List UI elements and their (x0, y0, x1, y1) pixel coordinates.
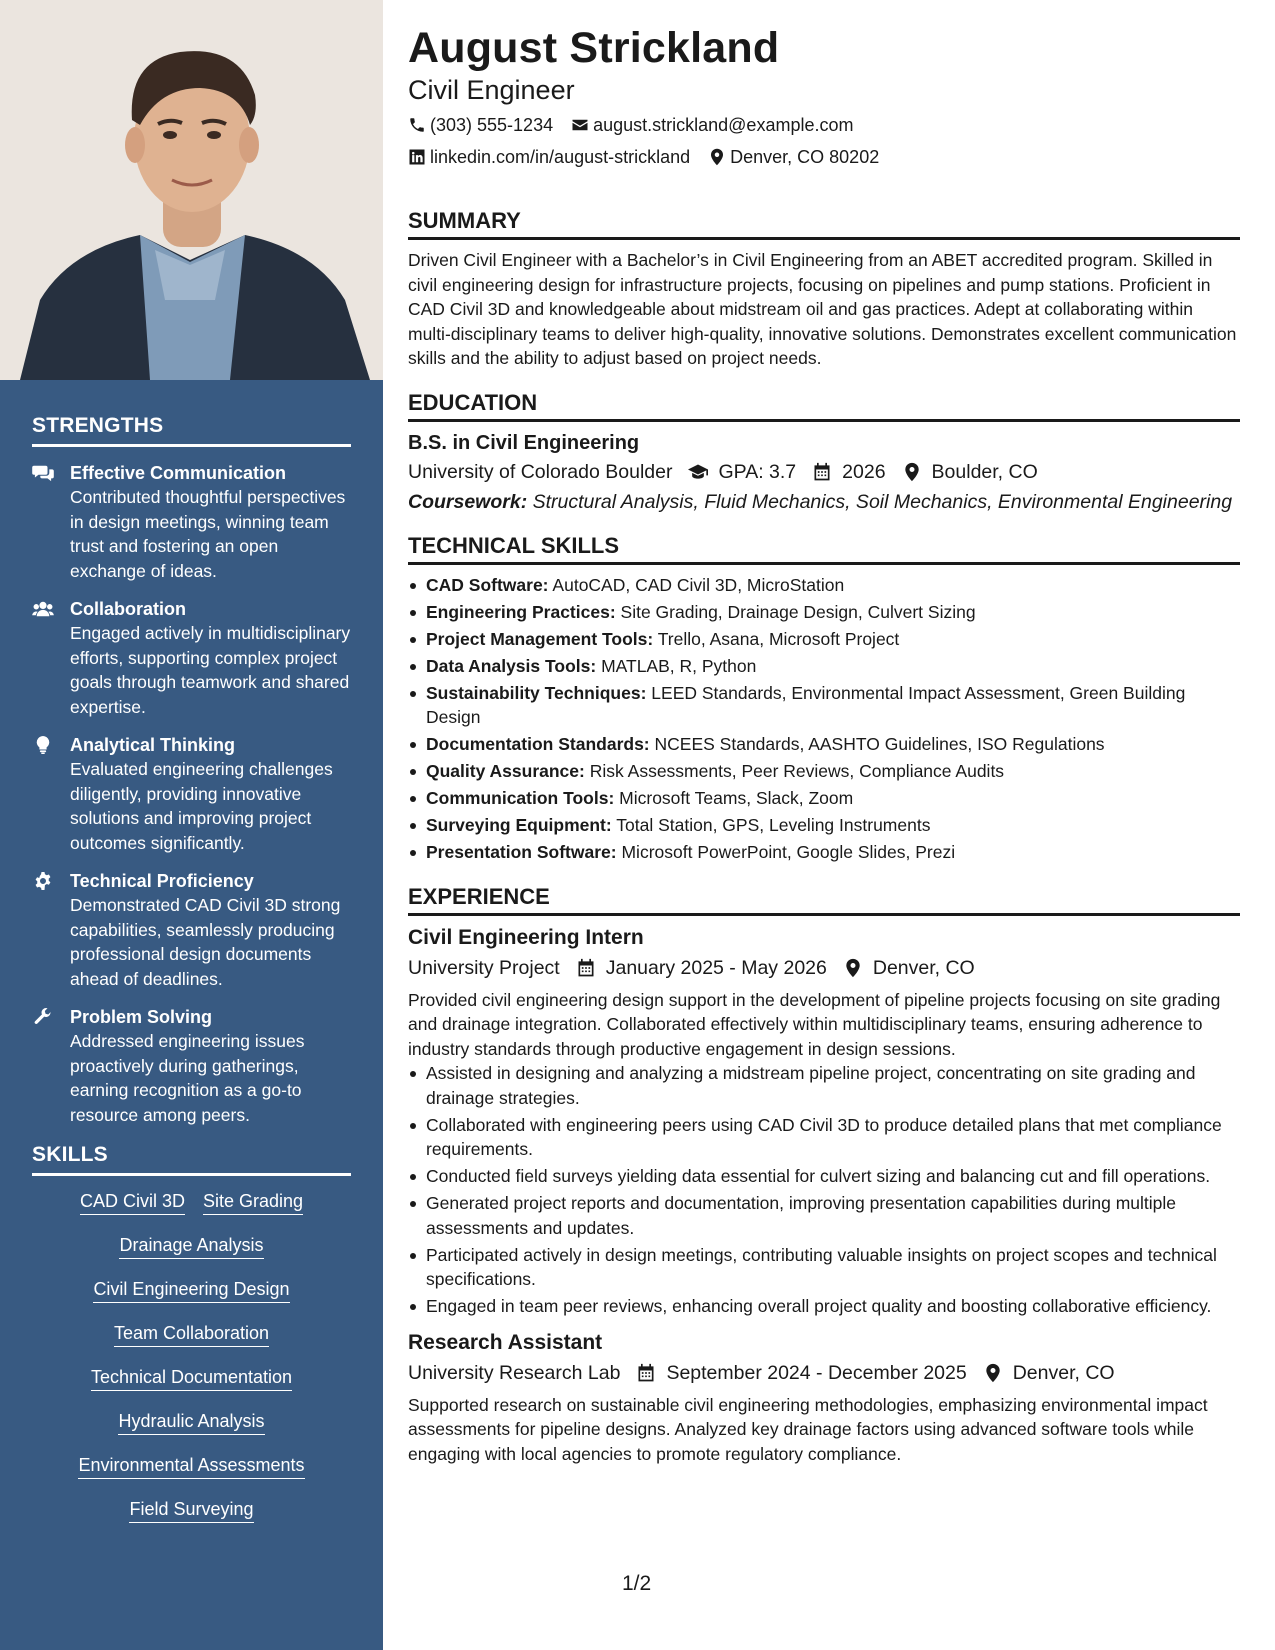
list-item (408, 786, 1240, 811)
map-marker-icon (843, 958, 863, 978)
summary-heading: SUMMARY (408, 207, 1240, 240)
strengths-section (0, 414, 383, 1127)
job-summary: Provided civil engineering design support in the development of pipeline projects focusing on site grading and drainage integration. Collaborated effectively within multidisciplinary teams, ensuring adherence to industry standards through productive engagement in design sessions. (408, 989, 1221, 1059)
skill-tag: CAD Civil 3D (80, 1190, 185, 1215)
strength-item (32, 1005, 351, 1127)
comments-icon (32, 461, 70, 583)
skill-tag: Site Grading (203, 1190, 303, 1215)
skill-tag: Hydraulic Analysis (118, 1410, 264, 1435)
phone-icon (408, 116, 426, 134)
skill-category: CAD Software: (426, 574, 549, 595)
map-marker-icon (902, 462, 922, 482)
location-text: Denver, CO 80202 (730, 147, 880, 167)
list-item (408, 732, 1240, 757)
strength-title: Problem Solving (70, 1007, 213, 1027)
job-meta (408, 1359, 1240, 1387)
skill-tag: Technical Documentation (91, 1366, 292, 1391)
list-item: Generated project reports and documentation, improving presentation capabilities during multiple assessments and updates. (408, 1191, 1240, 1240)
coursework-list: Structural Analysis, Fluid Mechanics, Soil Mechanics, Environmental Engineering (532, 490, 1233, 513)
candidate-name: August Strickland (408, 24, 780, 72)
skill-tag: Drainage Analysis (119, 1234, 263, 1259)
skill-values: Total Station, GPS, Leveling Instruments (616, 815, 931, 835)
strength-title: Collaboration (70, 599, 186, 619)
skill-values: Microsoft Teams, Slack, Zoom (619, 788, 854, 808)
skills-section (0, 1143, 383, 1523)
strength-item (32, 597, 351, 719)
skill-values: Site Grading, Drainage Design, Culvert Sizing (620, 601, 976, 622)
job-organization: University Project (408, 956, 560, 979)
job-meta (408, 954, 1240, 982)
list-item (408, 813, 1240, 838)
linkedin-contact[interactable] (408, 146, 690, 168)
skill-category: Surveying Equipment: (426, 815, 612, 835)
job-bullets (408, 1061, 1240, 1319)
calendar-icon (812, 462, 832, 482)
phone-contact[interactable] (408, 114, 553, 136)
main-content (408, 22, 1240, 1476)
candidate-role: Civil Engineer (408, 75, 575, 105)
calendar-icon (576, 958, 596, 978)
job-location: Denver, CO (1012, 1361, 1115, 1384)
skill-values: Risk Assessments, Peer Reviews, Compliance Audits (589, 761, 1005, 781)
job-dates: September 2024 - December 2025 (666, 1361, 967, 1384)
skill-values: LEED Standards, Environmental Impact Assessment, Green Building Design (426, 682, 1186, 727)
technical-skills-section (408, 532, 1240, 865)
strength-item (32, 733, 351, 855)
envelope-icon (571, 116, 589, 134)
school-location: Boulder, CO (931, 460, 1038, 483)
strength-item (32, 869, 351, 991)
map-marker-icon (708, 148, 726, 166)
strength-description: Evaluated engineering challenges diligently, providing innovative solutions and improving project outcomes significantly. (70, 759, 333, 853)
list-item (408, 573, 1240, 598)
skill-tag: Environmental Assessments (78, 1454, 304, 1479)
list-item: Assisted in designing and analyzing a midstream pipeline project, concentrating on site grading and drainage strategies. (408, 1061, 1240, 1110)
job-organization: University Research Lab (408, 1361, 621, 1384)
job-dates: January 2025 - May 2026 (605, 956, 827, 979)
list-item (408, 654, 1240, 679)
job-summary: Supported research on sustainable civil engineering methodologies, emphasizing environmental impact assessments for pipeline designs. Analyzed key drainage factors using advanced software tools while engaging with local agencies to promote regulatory compliance. (408, 1394, 1208, 1464)
email-contact[interactable] (571, 114, 853, 136)
summary-text: Driven Civil Engineer with a Bachelor’s in Civil Engineering from an ABET accredited program. Skilled in civil engineering design for infrastructure projects, focusing on pipelines and pump stations. Proficient in CAD Civil 3D and knowledgeable about midstream oil and gas practices. Adept at collaborating within multi-disciplinary teams to deliver high-quality, innovative solutions. Demonstrates excellent communication skills and the ability to adjust based on project needs. (408, 250, 1237, 368)
lightbulb-icon (32, 733, 70, 855)
skill-category: Presentation Software: (426, 842, 617, 862)
strength-description: Addressed engineering issues proactively during gatherings, earning recognition as a go-to resource among peers. (70, 1031, 305, 1125)
list-item: Collaborated with engineering peers using CAD Civil 3D to produce detailed plans that met compliance requirements. (408, 1113, 1240, 1162)
coursework-label: Coursework: (408, 490, 528, 513)
strength-title: Effective Communication (70, 463, 287, 483)
list-item (408, 840, 1240, 865)
contact-row (408, 114, 1240, 136)
profile-photo-illustration (0, 0, 383, 380)
gpa-text: GPA: 3.7 (718, 460, 797, 483)
list-item (408, 681, 1240, 730)
degree-title: B.S. in Civil Engineering (408, 431, 640, 454)
skill-values: Microsoft PowerPoint, Google Slides, Prezi (621, 842, 956, 862)
strength-description: Engaged actively in multidisciplinary efforts, supporting complex project goals through teamwork and shared expertise. (70, 623, 351, 717)
map-marker-icon (983, 1363, 1003, 1383)
strength-item (32, 461, 351, 583)
skill-category: Engineering Practices: (426, 601, 616, 622)
list-item (408, 759, 1240, 784)
page-number: 1/2 (622, 1572, 652, 1595)
job-entry (408, 1329, 1240, 1467)
skill-category: Sustainability Techniques: (426, 682, 647, 703)
contact-row (408, 146, 1240, 168)
list-item (408, 600, 1240, 625)
sidebar (0, 0, 383, 1650)
skills-heading: SKILLS (32, 1143, 351, 1176)
technical-skills-list (408, 573, 1240, 865)
list-item: Participated actively in design meetings, contributing valuable insights on project scopes and technical specifications. (408, 1243, 1240, 1292)
calendar-icon (636, 1363, 656, 1383)
skill-values: MATLAB, R, Python (601, 655, 757, 676)
experience-section (408, 883, 1240, 1467)
skill-values: AutoCAD, CAD Civil 3D, MicroStation (552, 574, 845, 595)
strengths-heading: STRENGTHS (32, 414, 351, 447)
skill-category: Data Analysis Tools: (426, 655, 597, 676)
list-item: Engaged in team peer reviews, enhancing overall project quality and boosting collaborative efficiency. (408, 1294, 1240, 1319)
education-section (408, 389, 1240, 514)
strength-description: Demonstrated CAD Civil 3D strong capabilities, seamlessly producing professional design documents ahead of deadlines. (70, 895, 341, 989)
skill-category: Documentation Standards: (426, 734, 650, 754)
skill-values: NCEES Standards, AASHTO Guidelines, ISO Regulations (654, 734, 1105, 754)
wrench-icon (32, 1005, 70, 1127)
gear-icon (32, 869, 70, 991)
skill-category: Communication Tools: (426, 788, 615, 808)
experience-heading: EXPERIENCE (408, 883, 1240, 916)
linkedin-text: linkedin.com/in/august-strickland (430, 147, 691, 167)
education-meta (408, 458, 1240, 486)
job-entry (408, 924, 1240, 1319)
job-title: Civil Engineering Intern (408, 925, 644, 949)
education-heading: EDUCATION (408, 389, 1240, 422)
summary-section (408, 207, 1240, 371)
linkedin-icon (408, 148, 426, 166)
users-icon (32, 597, 70, 719)
strength-title: Analytical Thinking (70, 735, 236, 755)
strength-title: Technical Proficiency (70, 871, 254, 891)
location-contact (708, 146, 879, 168)
skill-tag: Field Surveying (129, 1498, 253, 1523)
job-location: Denver, CO (872, 956, 975, 979)
coursework (408, 490, 1240, 514)
school-name: University of Colorado Boulder (408, 460, 673, 483)
list-item (408, 627, 1240, 652)
skill-values: Trello, Asana, Microsoft Project (657, 628, 900, 649)
strength-description: Contributed thoughtful perspectives in design meetings, winning team trust and fostering an open exchange of ideas. (70, 487, 346, 581)
skill-category: Quality Assurance: (426, 761, 585, 781)
list-item: Conducted field surveys yielding data essential for culvert sizing and balancing cut and fill operations. (408, 1164, 1240, 1189)
skill-tag: Team Collaboration (114, 1322, 269, 1347)
profile-photo (0, 0, 383, 380)
skill-category: Project Management Tools: (426, 628, 654, 649)
phone-text: (303) 555-1234 (430, 115, 554, 135)
technical-skills-heading: TECHNICAL SKILLS (408, 532, 1240, 565)
email-text: august.strickland@example.com (593, 115, 854, 135)
graduation-cap-icon (688, 462, 708, 482)
graduation-year: 2026 (842, 460, 886, 483)
job-title: Research Assistant (408, 1330, 603, 1354)
skill-tag: Civil Engineering Design (93, 1278, 289, 1303)
